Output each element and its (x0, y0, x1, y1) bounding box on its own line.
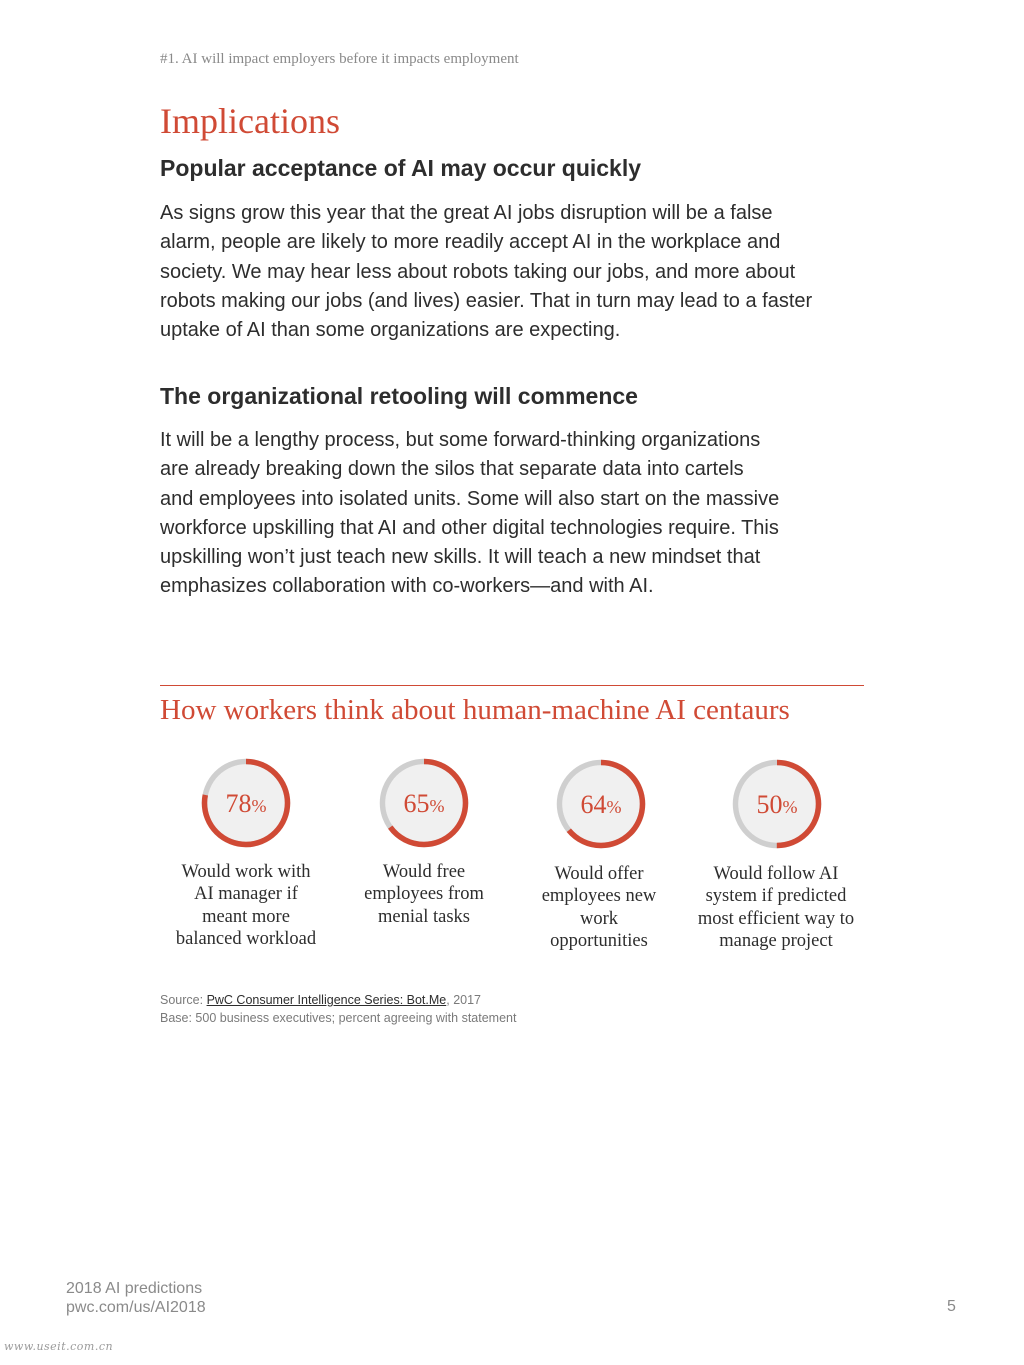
donut-value-number: 78 (225, 789, 252, 818)
text-line: robots making our jobs (and lives) easier. That in turn may lead to a faster (160, 289, 813, 312)
caption-line: most efficient way to (697, 908, 855, 929)
donut-value-number: 65 (403, 789, 430, 818)
caption-line: Would follow AI (713, 864, 839, 884)
page-number: 5 (947, 1298, 956, 1315)
donut-value-unit: % (606, 797, 622, 817)
footer (66, 1279, 206, 1317)
source-prefix: Source: (160, 993, 207, 1007)
donut-value-number: 64 (580, 790, 607, 819)
source-link[interactable]: PwC Consumer Intelligence Series: Bot.Me (206, 993, 447, 1007)
text-line: uptake of AI than some organizations are expecting. (160, 319, 621, 342)
text-line: emphasizes collaboration with co-workers—and with AI. (160, 575, 654, 598)
caption-line: employees new (541, 886, 657, 907)
text-line: upskilling won’t just teach new skills. It will teach a new mindset that (160, 546, 761, 569)
source-note (160, 991, 516, 1027)
donut-value-unit: % (429, 796, 445, 816)
subheading-popular-acceptance: Popular acceptance of AI may occur quickly (160, 155, 642, 181)
caption-line: menial tasks (378, 906, 470, 927)
caption-line: meant more (202, 906, 290, 927)
footer-report-name: 2018 AI predictions (66, 1280, 203, 1297)
caption-line: manage project (719, 931, 833, 952)
chart-title: How workers think about human-machine AI centaurs (160, 694, 790, 726)
caption-line: AI manager if (194, 884, 298, 905)
caption-line: employees from (364, 884, 484, 905)
chart-caption (151, 861, 341, 951)
text-line: workforce upskilling that AI and other digital technologies require. This (160, 516, 779, 539)
donut-value-unit: % (782, 797, 798, 817)
subheading-organizational-retooling: The organizational retooling will commence (160, 383, 638, 409)
donut-value-unit: % (251, 796, 267, 816)
caption-line: work (579, 908, 619, 929)
text-line: alarm, people are likely to more readily accept AI in the workplace and (160, 231, 781, 254)
donut-value-number: 50 (756, 790, 783, 819)
text-line: society. We may hear less about robots taking our jobs, and more about (160, 260, 796, 283)
watermark: www.useit.com.cn (4, 1340, 114, 1353)
caption-line: opportunities (550, 931, 648, 952)
chart-caption (329, 861, 519, 928)
text-line: and employees into isolated units. Some will also start on the massive (160, 487, 780, 510)
running-head: #1. AI will impact employers before it impacts employment (160, 51, 519, 67)
text-line: As signs grow this year that the great AI jobs disruption will be a false (160, 202, 773, 224)
page-title: Implications (160, 101, 340, 141)
base-note: Base: 500 business executives; percent agreeing with statement (160, 1011, 517, 1025)
text-line: are already breaking down the silos that separate data into cartels (160, 458, 744, 481)
chart-caption (504, 863, 694, 953)
source-suffix: , 2017 (446, 993, 482, 1007)
footer-url: pwc.com/us/AI2018 (66, 1299, 206, 1316)
caption-line: Would offer (554, 864, 644, 884)
caption-line: Would free (382, 862, 466, 882)
caption-line: balanced workload (175, 929, 317, 950)
chart-caption (681, 863, 871, 953)
caption-line: Would work with (181, 862, 311, 882)
caption-line: system if predicted (705, 886, 847, 907)
text-line: It will be a lengthy process, but some forward-thinking organizations (160, 429, 761, 451)
